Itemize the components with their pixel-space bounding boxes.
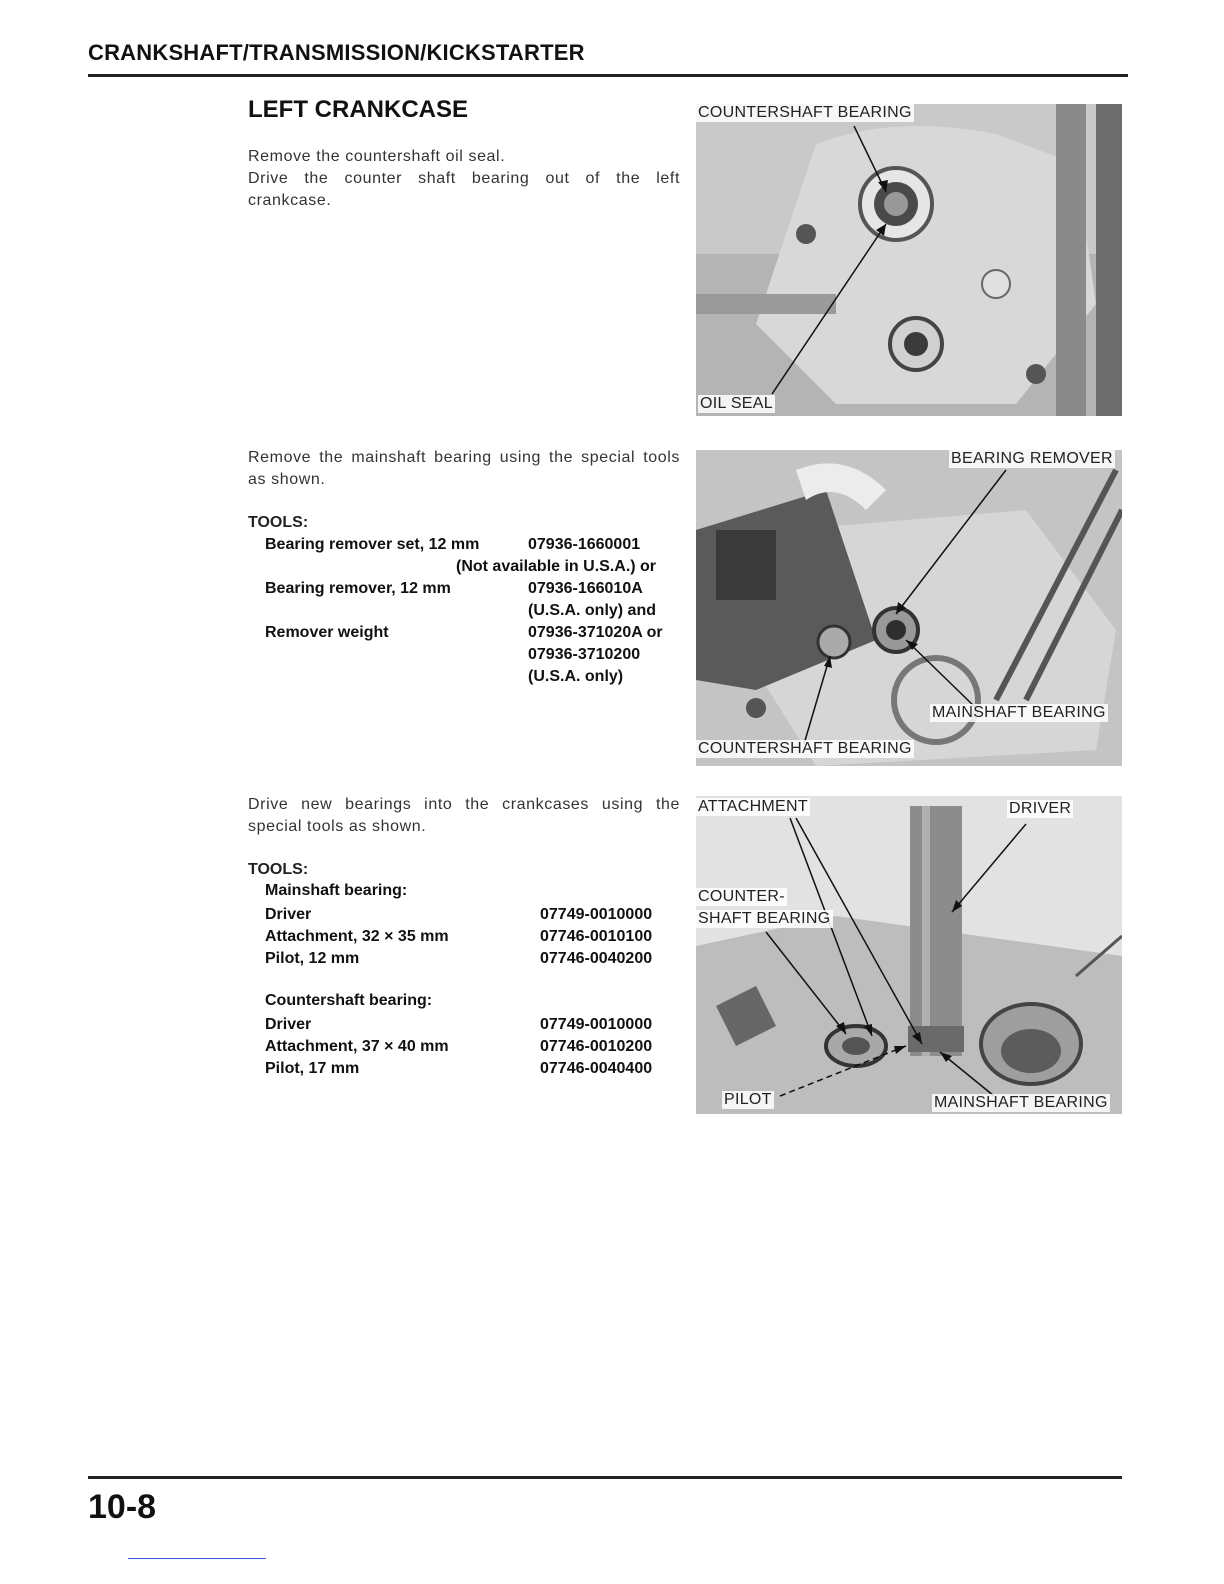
paragraph-line: Remove the countershaft oil seal. xyxy=(248,148,506,165)
mainshaft-tools-heading: Mainshaft bearing: xyxy=(265,882,408,899)
tools-label: TOOLS: xyxy=(248,514,309,531)
paragraph-drive-new-bearings: Drive new bearings into the crankcases using the special tools as shown. xyxy=(248,796,680,835)
tool-note: (U.S.A. only) xyxy=(528,668,624,685)
tool-number: 07749-0010000 xyxy=(540,1016,653,1033)
tool-name: Driver xyxy=(265,1016,312,1033)
paragraph-line: Drive the counter shaft bearing out of the left crankcase. xyxy=(248,170,680,209)
tool-number: 07746-0040400 xyxy=(540,1060,653,1077)
label-countershaft-bearing-line1: COUNTER- xyxy=(698,888,785,905)
tool-number: 07746-0040200 xyxy=(540,950,653,967)
photo-left-crankcase xyxy=(696,104,1122,416)
tools-label: TOOLS: xyxy=(248,861,309,878)
paragraph-remove-oil-seal xyxy=(248,146,680,212)
tool-note: (Not available in U.S.A.) or xyxy=(456,558,657,575)
tool-name: Pilot, 17 mm xyxy=(265,1060,360,1077)
label-attachment: ATTACHMENT xyxy=(698,798,808,815)
bottom-link-underline xyxy=(128,1558,266,1559)
label-pilot: PILOT xyxy=(724,1091,772,1108)
label-oil-seal: OIL SEAL xyxy=(700,395,773,412)
page-number: 10-8 xyxy=(88,1488,157,1526)
figure-bearing-remover xyxy=(696,450,1122,766)
label-bearing-remover: BEARING REMOVER xyxy=(951,450,1113,467)
label-mainshaft-bearing: MAINSHAFT BEARING xyxy=(932,704,1106,721)
tool-note: (U.S.A. only) and xyxy=(528,602,656,619)
tool-name: Remover weight xyxy=(265,624,389,641)
tool-name: Bearing remover, 12 mm xyxy=(265,580,451,597)
tool-number: 07746-0010200 xyxy=(540,1038,653,1055)
countershaft-tools-heading: Countershaft bearing: xyxy=(265,992,433,1009)
tool-name: Bearing remover set, 12 mm xyxy=(265,536,480,553)
footer-rule xyxy=(88,1476,1122,1479)
photo-bearing-installation xyxy=(696,796,1122,1114)
tool-name: Driver xyxy=(265,906,312,923)
label-driver: DRIVER xyxy=(1009,800,1072,817)
tool-number: 07746-0010100 xyxy=(540,928,653,945)
tool-number: 07936-1660001 xyxy=(528,536,641,553)
tool-name: Attachment, 32 × 35 mm xyxy=(265,928,449,945)
tool-number: 07749-0010000 xyxy=(540,906,653,923)
label-countershaft-bearing: COUNTERSHAFT BEARING xyxy=(698,104,912,121)
label-countershaft-bearing: COUNTERSHAFT BEARING xyxy=(698,740,912,757)
paragraph-remove-mainshaft-bearing: Remove the mainshaft bearing using the special tools as shown. xyxy=(248,449,680,488)
figure-countershaft-bearing xyxy=(696,104,1122,416)
chapter-title: CRANKSHAFT/TRANSMISSION/KICKSTARTER xyxy=(88,40,585,65)
figure-bearing-installation xyxy=(696,796,1122,1114)
label-countershaft-bearing-line2: SHAFT BEARING xyxy=(698,910,831,927)
header-rule xyxy=(88,74,1128,77)
section-heading: LEFT CRANKCASE xyxy=(248,96,468,123)
tool-name: Attachment, 37 × 40 mm xyxy=(265,1038,449,1055)
tool-name: Pilot, 12 mm xyxy=(265,950,360,967)
tool-number: 07936-371020A or xyxy=(528,624,663,641)
tool-number: 07936-166010A xyxy=(528,580,643,597)
label-mainshaft-bearing: MAINSHAFT BEARING xyxy=(934,1094,1108,1111)
tool-number: 07936-3710200 xyxy=(528,646,641,663)
